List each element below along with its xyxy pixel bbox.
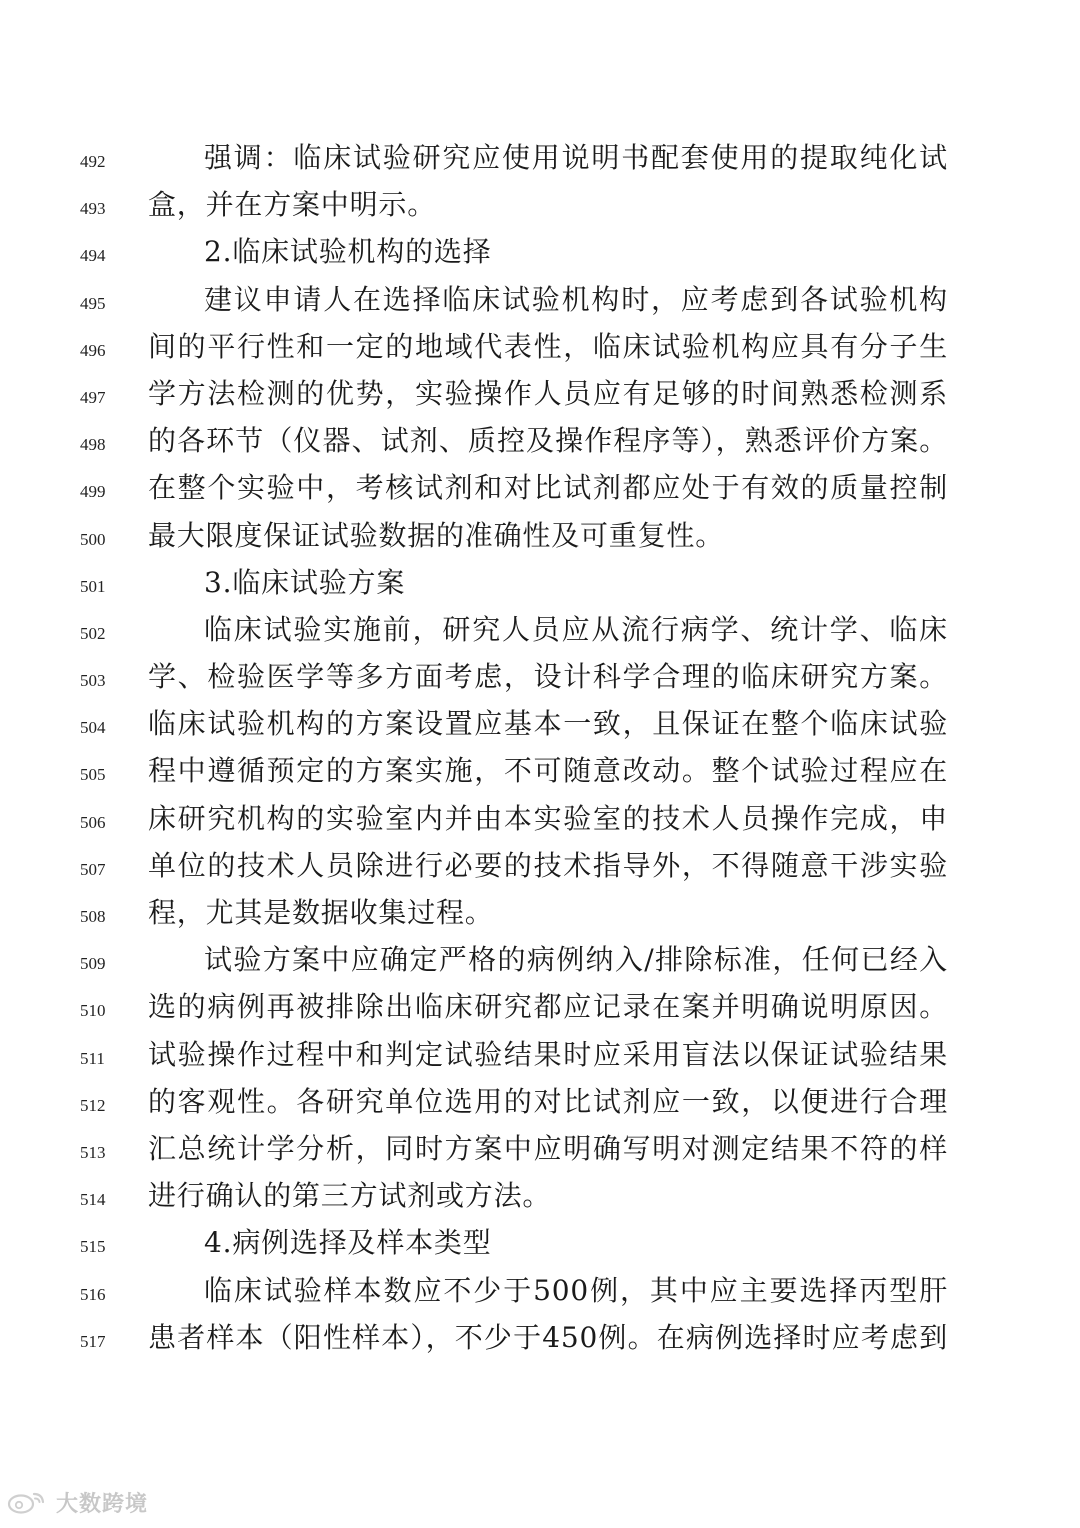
text-body — [0, 136, 1080, 1363]
section-heading: 4.病例选择及样本类型 — [204, 1226, 492, 1260]
text-line — [0, 1221, 1080, 1268]
text-line — [0, 419, 1080, 466]
text-line — [0, 230, 1080, 277]
line-text: 汇总统计学分析，同时方案中应明确写明对测定结果不符的样 — [148, 1131, 948, 1165]
text-line — [0, 136, 1080, 183]
line-number: 493 — [80, 199, 106, 219]
text-line — [0, 514, 1080, 561]
line-number: 513 — [80, 1142, 106, 1162]
weibo-logo-icon — [6, 1489, 50, 1515]
line-number: 517 — [80, 1331, 106, 1351]
line-text: 最大限度保证试验数据的准确性及可重复性。 — [148, 518, 725, 552]
line-number: 510 — [80, 1001, 106, 1021]
text-line — [0, 1174, 1080, 1221]
line-text: 试验操作过程中和判定试验结果时应采用盲法以保证试验结果 — [148, 1037, 948, 1071]
line-number: 505 — [80, 765, 106, 785]
section-heading: 2.临床试验机构的选择 — [204, 235, 492, 269]
text-line — [0, 608, 1080, 655]
text-line — [0, 844, 1080, 891]
line-text: 床研究机构的实验室内并由本实验室的技术人员操作完成，申 — [148, 801, 948, 835]
line-number: 508 — [80, 907, 106, 926]
line-text: 间的平行性和一定的地域代表性，临床试验机构应具有分子生 — [148, 329, 948, 363]
text-line — [0, 1127, 1080, 1174]
text-line — [0, 466, 1080, 513]
line-number: 506 — [80, 812, 106, 832]
text-line — [0, 278, 1080, 325]
line-number: 511 — [80, 1048, 105, 1068]
line-text: 试验方案中应确定严格的病例纳入/排除标准，任何已经入 — [204, 943, 948, 977]
watermark-text: 大数跨境 — [56, 1491, 149, 1517]
line-number: 499 — [80, 482, 106, 502]
line-text: 临床试验样本数应不少于500例，其中应主要选择丙型肝 — [204, 1273, 948, 1307]
text-line — [0, 183, 1080, 230]
line-number: 514 — [80, 1190, 106, 1210]
text-line — [0, 938, 1080, 985]
line-text: 盒，并在方案中明示。 — [148, 188, 437, 222]
line-number: 494 — [80, 246, 106, 266]
line-number: 498 — [80, 435, 106, 455]
text-line — [0, 655, 1080, 702]
line-text: 进行确认的第三方试剂或方法。 — [148, 1179, 552, 1213]
line-number: 507 — [80, 859, 106, 879]
line-number: 501 — [80, 576, 106, 596]
text-line — [0, 325, 1080, 372]
line-text: 临床试验实施前，研究人员应从流行病学、统计学、临床 — [204, 612, 948, 646]
line-number: 512 — [80, 1095, 106, 1115]
line-text: 建议申请人在选择临床试验机构时，应考虑到各试验机构 — [204, 282, 948, 316]
text-line — [0, 372, 1080, 419]
line-text: 学、检验医学等多方面考虑，设计科学合理的临床研究方案。 — [148, 660, 948, 694]
line-number: 516 — [80, 1284, 106, 1304]
line-number: 500 — [80, 529, 106, 549]
line-text: 单位的技术人员除进行必要的技术指导外，不得随意干涉实验 — [148, 848, 948, 882]
line-number: 515 — [80, 1237, 106, 1257]
watermark — [6, 1484, 148, 1520]
line-text: 学方法检测的优势，实验操作人员应有足够的时间熟悉检测系 — [148, 376, 948, 410]
line-text: 程，尤其是数据收集过程。 — [148, 896, 494, 929]
section-heading: 3.临床试验方案 — [204, 565, 406, 599]
line-text: 的客观性。各研究单位选用的对比试剂应一致，以便进行合理 — [148, 1084, 948, 1118]
text-line — [0, 702, 1080, 749]
text-line — [0, 985, 1080, 1032]
line-number: 504 — [80, 718, 106, 738]
line-text: 程中遵循预定的方案实施，不可随意改动。整个试验过程应在 — [148, 754, 948, 788]
line-text: 强调：临床试验研究应使用说明书配套使用的提取纯化试 — [204, 141, 948, 174]
text-line — [0, 1080, 1080, 1127]
text-line — [0, 561, 1080, 608]
line-number: 492 — [80, 152, 106, 171]
text-line — [0, 1316, 1080, 1363]
line-number: 502 — [80, 623, 106, 643]
text-line — [0, 891, 1080, 938]
line-text: 临床试验机构的方案设置应基本一致，且保证在整个临床试验 — [148, 707, 948, 741]
line-text: 选的病例再被排除出临床研究都应记录在案并明确说明原因。 — [148, 990, 948, 1024]
line-text: 在整个实验中，考核试剂和对比试剂都应处于有效的质量控制 — [148, 471, 948, 505]
line-text: 的各环节（仪器、试剂、质控及操作程序等），熟悉评价方案。 — [148, 424, 948, 458]
line-number: 503 — [80, 671, 106, 691]
line-number: 496 — [80, 340, 106, 360]
line-text: 患者样本（阳性样本），不少于450例。在病例选择时应考虑到 — [148, 1320, 948, 1354]
line-number: 509 — [80, 954, 106, 974]
line-number: 497 — [80, 387, 106, 407]
line-number: 495 — [80, 293, 106, 313]
text-line — [0, 749, 1080, 796]
text-line — [0, 1269, 1080, 1316]
text-line — [0, 797, 1080, 844]
text-line — [0, 1033, 1080, 1080]
